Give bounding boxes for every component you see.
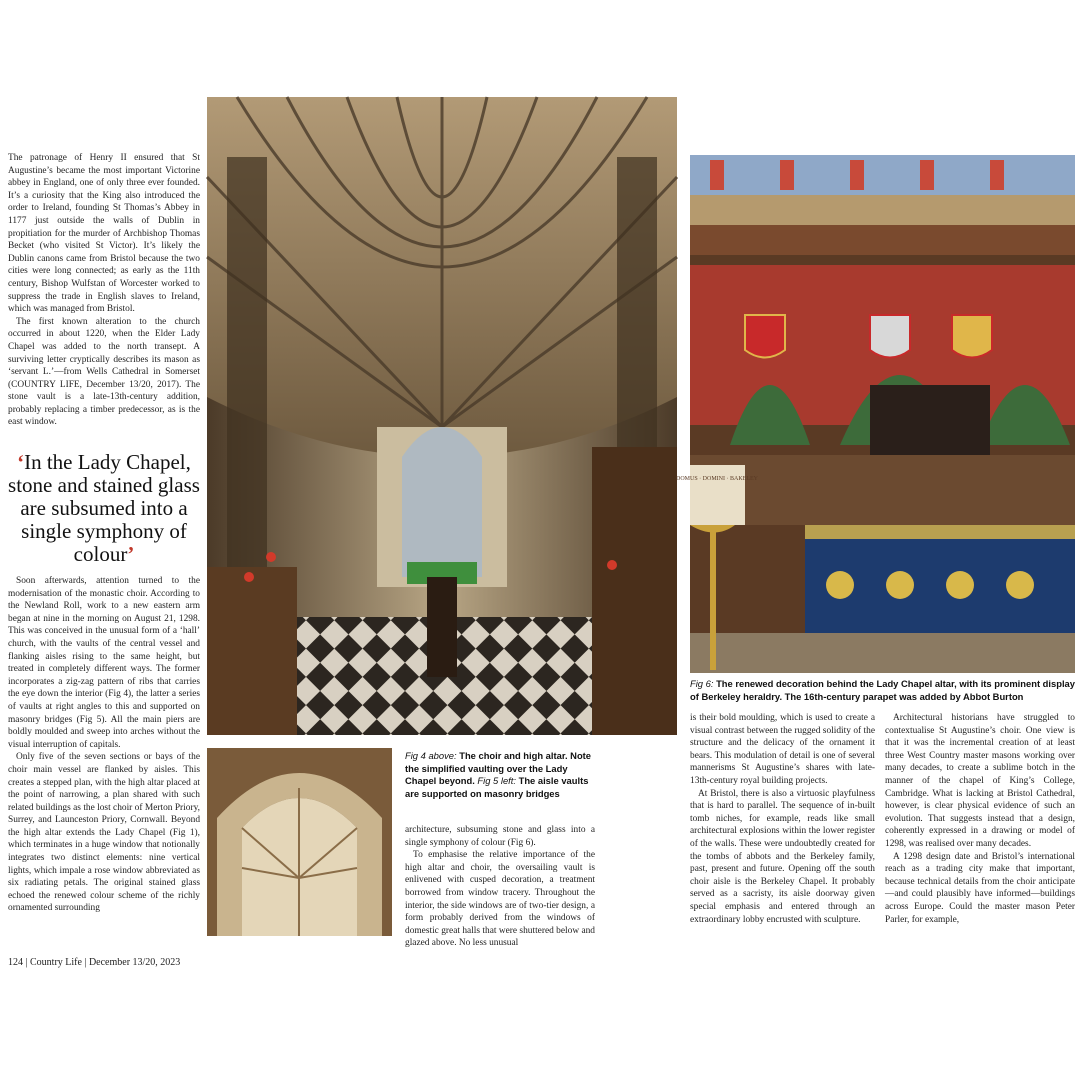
paragraph: is their bold moulding, which is used to create a visual contrast between the rugged solidity of the structure and the delicacy of the ornament it bears. This modulation of detail is one of several mannerisms St Augustine’s shares with late-13th-century royal building projects. xyxy=(690,713,875,786)
close-quote-mark: ’ xyxy=(127,542,135,566)
caption-label: Fig 5 left: xyxy=(477,775,516,787)
paragraph: Architectural historians have struggled to contextualise St Augustine’s choir. One view is that it was the incremental creation of at least three West Country master masons working over many decades, to create a sublime botch in the manner of the chapel of King’s College, Cambridge. What is lacking at Bristol Cathedral, however, is clear physical evidence of such an evolution. That suggests instead that a design, coherently expressed in a drawing or model of 1298, was realised over many decades. xyxy=(885,713,1075,849)
pull-quote xyxy=(6,451,202,566)
body-column-1-top xyxy=(8,152,200,429)
aisle-vault-photo xyxy=(207,748,392,936)
pull-quote-text: In the Lady Chapel, stone and stained glass are subsumed into a single symphony of colour xyxy=(8,450,200,566)
body-column-4 xyxy=(885,712,1075,926)
caption-label: Fig 4 above: xyxy=(405,750,457,761)
fig6-caption xyxy=(690,678,1075,703)
choir-photo xyxy=(207,97,677,735)
caption-text: The aisle vaults are supported on masonry bridges xyxy=(405,775,589,799)
paragraph: The patronage of Henry II ensured that St Augustine’s became the most important Victorine abbey in England, one of only three ever founded. It’s a curiosity that the King also introduced the order to Ireland, founding St Thomas’s Abbey in 1177 just outside the walls of Dublin in propitiation for the murder of Archbishop Thomas Becket (who visited St Victor). It’s likely the Dublin canons came from Bristol because the two cities were long connected; as early as the 11th century, Bishop Wulfstan of Worcester worked to suppress the trade in English slaves to Ireland, which was managed from Bristol. xyxy=(8,153,200,315)
body-column-3 xyxy=(690,712,875,926)
caption-text: The choir and high altar. Note the simplified vaulting over the Lady Chapel beyond. xyxy=(405,750,592,787)
caption-text: The renewed decoration behind the Lady Chapel altar, with its prominent display of Berkeley heraldry. The 16th-century parapet was added by Abbot Burton xyxy=(690,678,1075,702)
body-column-1-bottom xyxy=(8,575,200,915)
body-column-2 xyxy=(405,824,595,950)
lady-chapel-photo xyxy=(676,155,1075,673)
paragraph: To emphasise the relative importance of the high altar and choir, the oversailing vault is enlivened with cusped decoration, a treatment borrowed from window tracery. Throughout the interior, the side windows are of two-tier design, a form probably derived from the windows of domestic great halls that were shuttered below and glazed above. No less unusual xyxy=(405,850,595,949)
caption-label: Fig 6: xyxy=(690,678,714,689)
open-quote-mark: ‘ xyxy=(17,450,25,474)
choir-illustration xyxy=(207,97,677,735)
aisle-vault-illustration xyxy=(207,748,392,936)
paragraph: The first known alteration to the church occurred in about 1220, when the Elder Lady Chapel was added to the north transept. A surviving letter cryptically describes its mason as ‘servant L.’—from Wells Cathedral in Somerset (COUNTRY LIFE, December 13/20, 2017). The stone vault is a late-13th-century addition, probably replacing a timber predecessor, as is the east window. xyxy=(8,316,200,428)
fig4-caption xyxy=(405,750,595,800)
lady-chapel-illustration xyxy=(676,155,1075,673)
paragraph: At Bristol, there is also a virtuosic playfulness that is hard to parallel. The sequence of in-built tomb niches, for example, reads like small architectural explosions within the lower register of the walls. These were undoubtedly created for the tombs of abbots and the Berkeley family, past, present and future. Opening off the south choir aisle is the Berkeley Chapel. It probably served as a sacristy, its aisle doorway given special emphasis and entered through an extraordinary lobby encrusted with sculpture. xyxy=(690,788,875,925)
page-folio: 124 | Country Life | December 13/20, 2023 xyxy=(8,957,181,968)
paragraph: Soon afterwards, attention turned to the modernisation of the monastic choir. According to the Newland Roll, work to a new eastern arm began at nine in the morning on August 21, 1298. This was conceived in the unusual form of a ‘hall’ church, with the vaults of the central vessel and flanking aisles rising to the same height, but treated in completely different ways. The former incorporates a zig-zag pattern of ribs that carries the eye down the interior (Fig 4), the latter a series of vaults at right angles to this and supported on masonry bridges (Fig 5). All the main piers are boldly moulded and sweep into arches without the visual interruption of capitals. xyxy=(8,576,200,750)
paragraph: Only five of the seven sections or bays of the choir main vessel are flanked by aisles. This creates a stepped plan, with the high altar placed at the point of narrowing, a plan shared with such related buildings as the lost choir of Merton Priory, Surrey, and Launceston Priory, Cornwall. Beyond the high altar extends the Lady Chapel (Fig 1), which terminates in a huge window that notionally integrates two distinct elements: nine vertical lights, which impale a rose window abbreviated as six radiating petals. The original stained glass echoed the renewed colour scheme of the richly ornamented surrounding xyxy=(8,752,200,914)
altar-banner-text: DOMUS · DOMINI · BAKELEY xyxy=(676,476,758,482)
paragraph: A 1298 design date and Bristol’s international reach as a trading city make that important, because technical details from the choir anticipate—and could plausibly have informed—buildings across Europe. Could the master mason Peter Parler, for example, xyxy=(885,851,1075,925)
paragraph: architecture, subsuming stone and glass into a single symphony of colour (Fig 6). xyxy=(405,825,595,848)
